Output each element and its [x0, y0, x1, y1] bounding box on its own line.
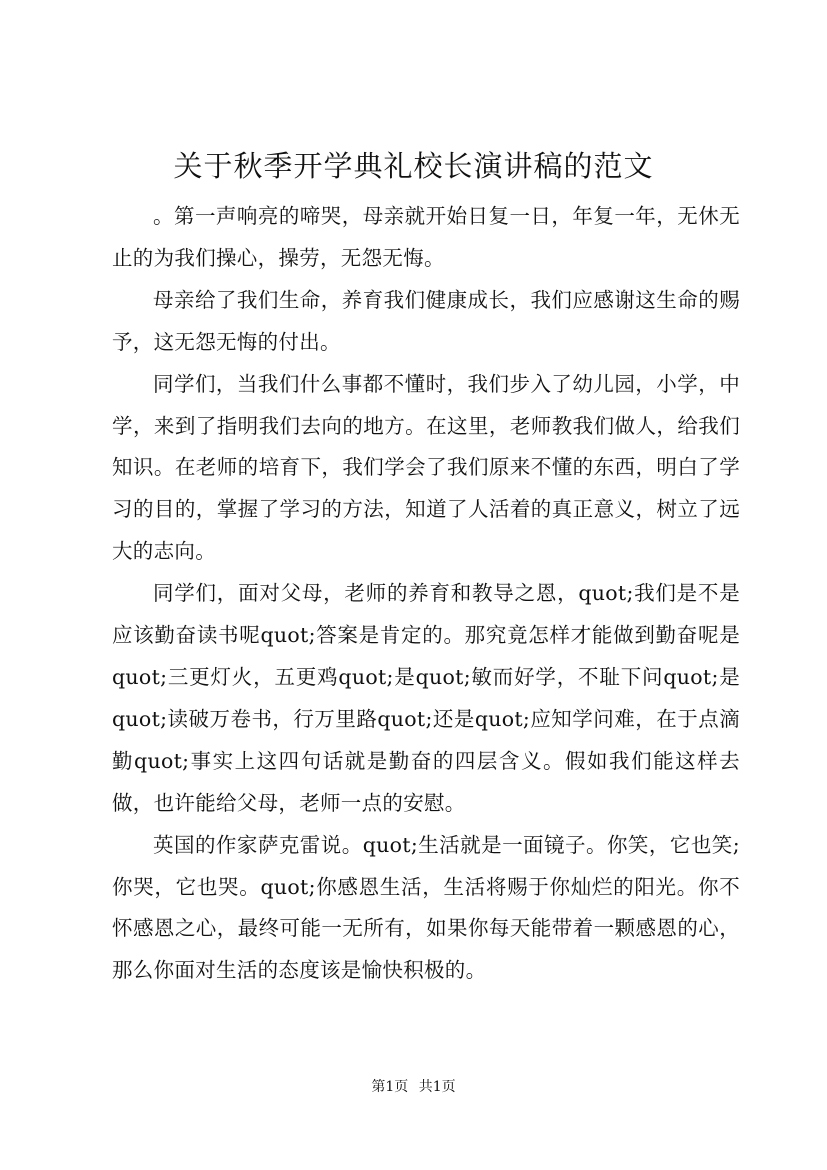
paragraph: 同学们，当我们什么事都不懂时，我们步入了幼儿园，小学，中学，来到了指明我们去向的地方。在这里，老师教我们做人，给我们知识。在老师的培育下，我们学会了我们原来不懂的东西，明白了学习的目的，掌握了学习的方法，知道了人活着的真正意义，树立了远大的志向。	[112, 371, 740, 564]
page-footer	[0, 1077, 827, 1097]
paragraph: 英国的作家萨克雷说。quot;生活就是一面镜子。你笑，它也笑;你哭，它也哭。quot;你感恩生活，生活将赐于你灿烂的阳光。你不怀感恩之心，最终可能一无所有，如果你每天能带着一颗感恩的心，那么你面对生活的态度该是愉快积极的。	[112, 832, 740, 983]
page-number: 第1页	[371, 1079, 409, 1095]
paragraph: 母亲给了我们生命，养育我们健康成长，我们应感谢这生命的赐予，这无怨无悔的付出。	[112, 287, 740, 354]
document-body	[112, 196, 740, 992]
paragraph: 同学们，面对父母，老师的养育和教导之恩，quot;我们是不是应该勤奋读书呢quot;答案是肯定的。那究竟怎样才能做到勤奋呢是quot;三更灯火，五更鸡quot;是quot;敏而好学，不耻下问quot;是quot;读破万卷书，行万里路quot;还是quot;应知学问难，在于点滴勤quot;事实上这四句话就是勤奋的四层含义。假如我们能这样去做，也许能给父母，老师一点的安慰。	[112, 581, 740, 815]
document-title: 关于秋季开学典礼校长演讲稿的范文	[173, 149, 654, 183]
page-total: 共1页	[418, 1079, 456, 1095]
paragraph: 。第一声响亮的啼哭，母亲就开始日复一日，年复一年，无休无止的为我们操心，操劳，无怨无悔。	[112, 204, 740, 270]
